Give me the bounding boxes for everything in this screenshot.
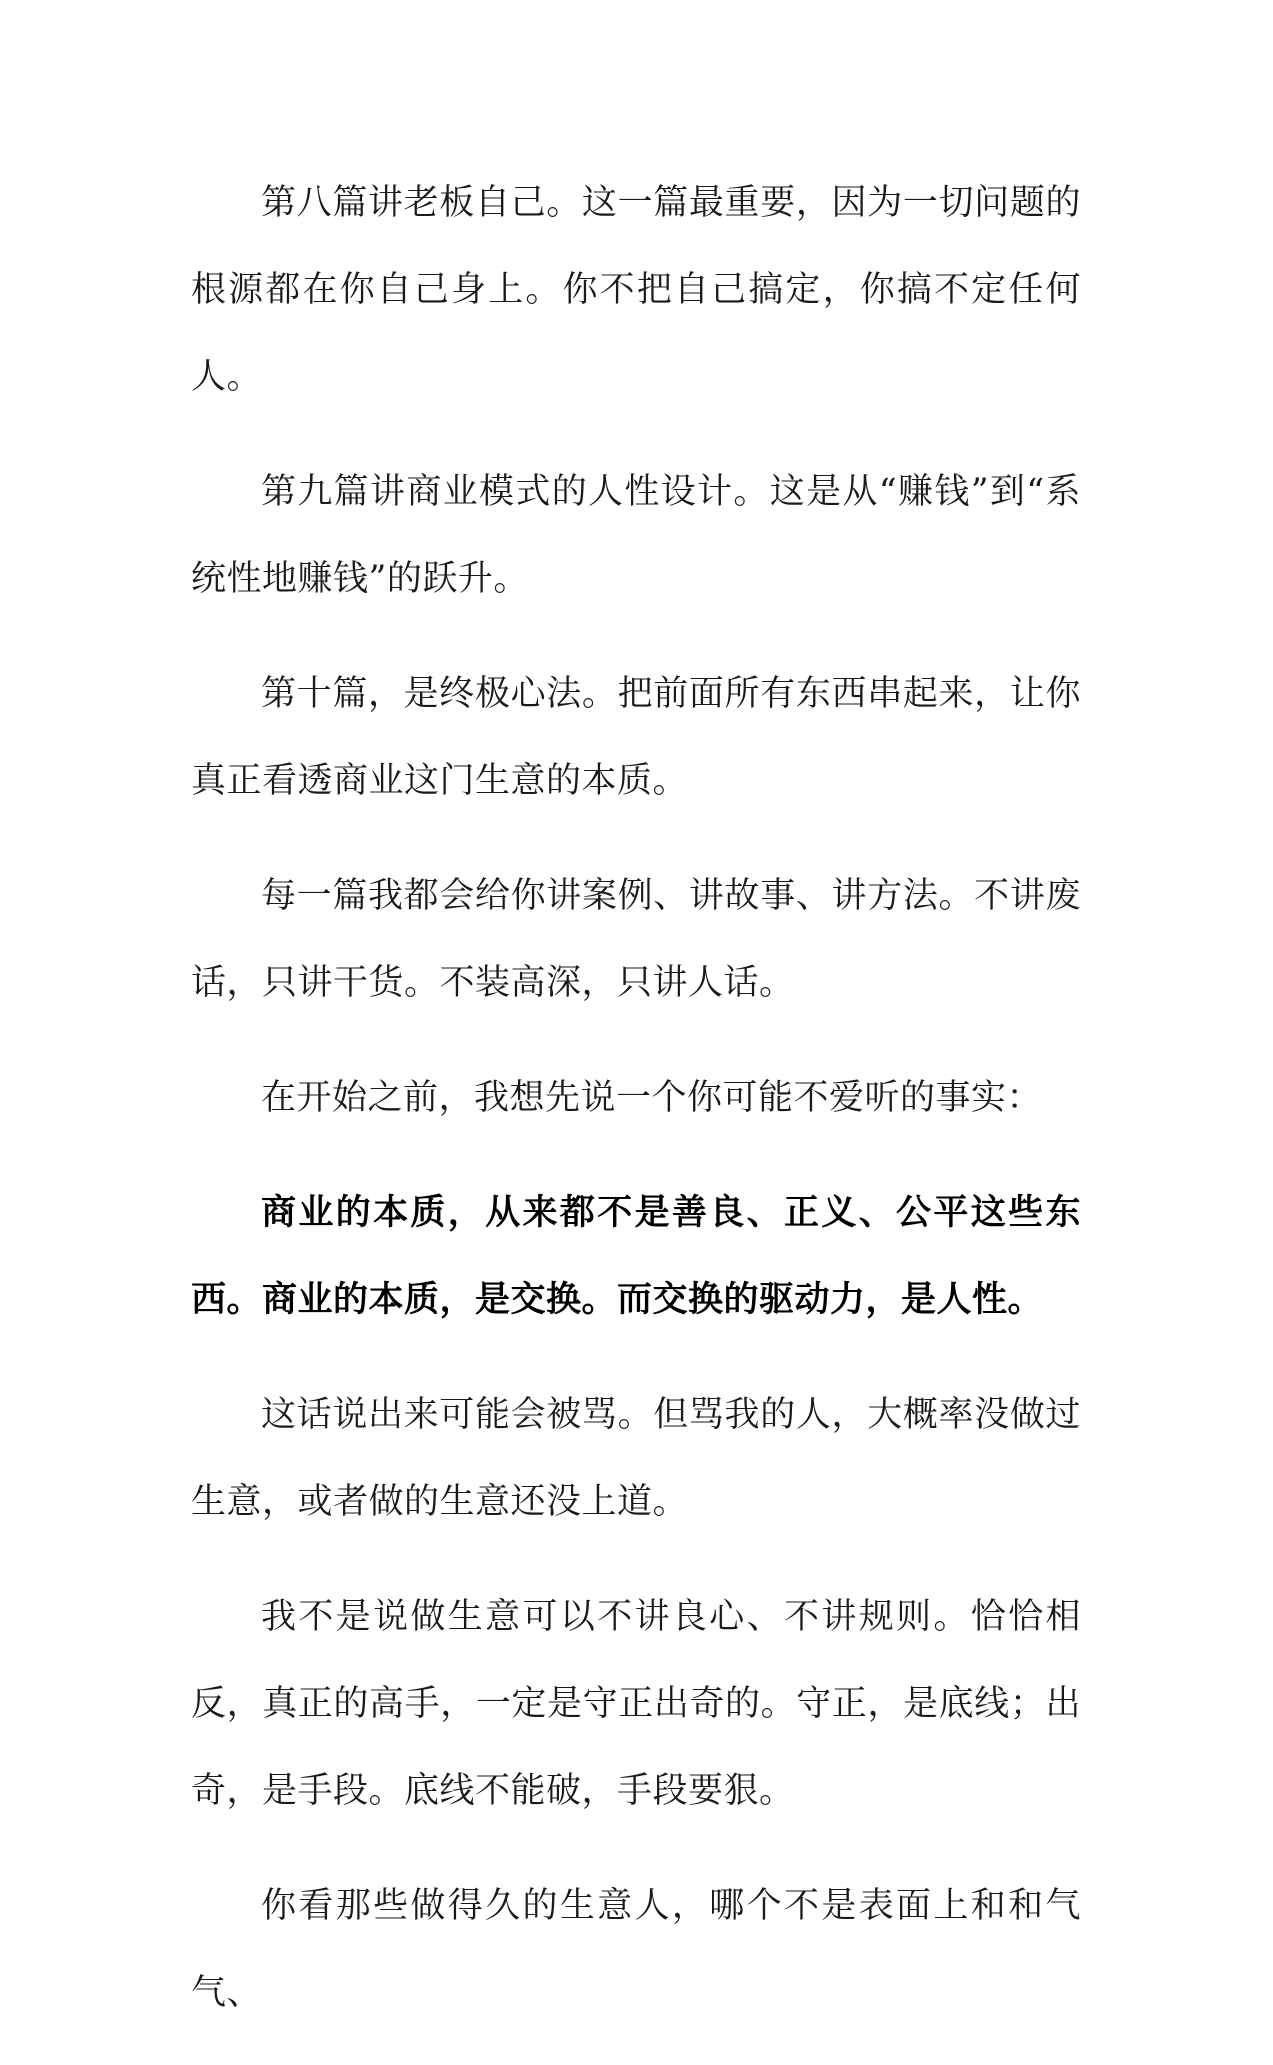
paragraph-chapter-eight: 第八篇讲老板自己。这一篇最重要，因为一切问题的根源都在你自己身上。你不把自己搞定，你搞不定任何人。 [191, 183, 1081, 397]
paragraph-chapter-nine: 第九篇讲商业模式的人性设计。这是从“赚钱”到“系统性地赚钱”的跃升。 [191, 472, 1081, 599]
paragraph-long-term-merchants: 你看那些做得久的生意人，哪个不是表面上和和气气、 [191, 1886, 1081, 2013]
paragraph-integrity-and-tactics: 我不是说做生意可以不讲良心、不讲规则。恰恰相反，真正的高手，一定是守正出奇的。守正，是底线；出奇，是手段。底线不能破，手段要狠。 [191, 1597, 1081, 1811]
paragraph-each-chapter: 每一篇我都会给你讲案例、讲故事、讲方法。不讲废话，只讲干货。不装高深，只讲人话。 [191, 876, 1081, 1003]
paragraph-business-essence: 商业的本质，从来都不是善良、正义、公平这些东西。商业的本质，是交换。而交换的驱动力，是人性。 [191, 1193, 1081, 1320]
paragraph-may-be-scolded: 这话说出来可能会被骂。但骂我的人，大概率没做过生意，或者做的生意还没上道。 [191, 1395, 1081, 1522]
paragraph-before-start: 在开始之前，我想先说一个你可能不爱听的事实： [261, 1078, 1043, 1118]
paragraph-chapter-ten: 第十篇，是终极心法。把前面所有东西串起来，让你真正看透商业这门生意的本质。 [191, 674, 1081, 801]
body-text [191, 160, 1081, 2065]
